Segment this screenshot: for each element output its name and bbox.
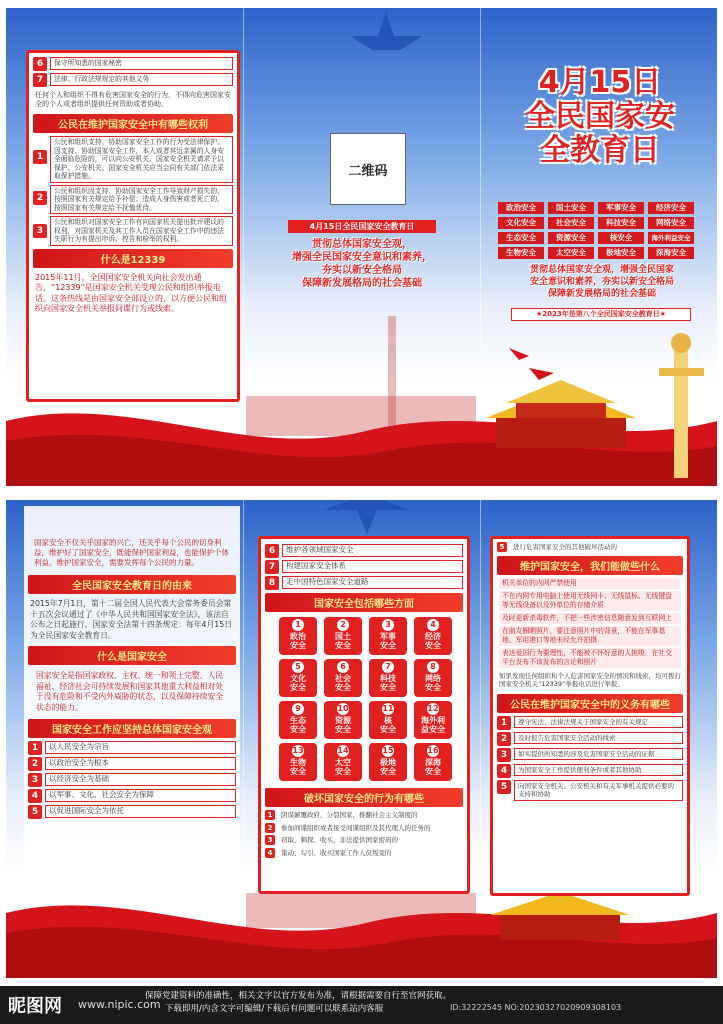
item-number: 6 [265, 544, 279, 558]
security-tag: 海外利益安全 [648, 232, 694, 244]
origin-header: 全民国家安全教育日的由来 [28, 575, 236, 594]
item-number: 7 [265, 560, 279, 574]
aspect-cell [369, 617, 407, 655]
middle-slogan [262, 238, 462, 290]
item-text: 构建国家安全体系 [282, 560, 463, 573]
aspect-line: 海外利 [421, 716, 445, 725]
aspect-number: 13 [292, 746, 304, 755]
title-line: 全民国家安 [525, 99, 675, 134]
aspect-line: 安全 [380, 683, 396, 692]
site-url: www.nipic.com [78, 998, 161, 1011]
aspect-line: 安全 [380, 767, 396, 776]
item-text: 参加间谍组织或者接受间谍组织及其代理人的任务的 [281, 823, 431, 832]
item-text: 以军事、文化、社会安全为保障 [45, 789, 236, 802]
item-text: 遵守宪法、法律法规关于国家安全的有关规定 [514, 716, 683, 729]
aspect-line: 网络 [425, 674, 441, 683]
aspect-number: 6 [337, 661, 349, 673]
item-text: 法律、行政法规规定的其他义务 [50, 73, 233, 86]
path-item [265, 560, 463, 574]
star-icon [346, 10, 426, 50]
item-number: 4 [265, 848, 275, 858]
aspect-number: 14 [337, 746, 349, 755]
aspect-number: 16 [427, 746, 439, 755]
item-number: 2 [33, 191, 47, 205]
security-tag: 网络安全 [648, 217, 694, 229]
aspect-number: 10 [337, 704, 349, 713]
aspect-line: 安全 [425, 683, 441, 692]
item-number: 3 [33, 224, 47, 238]
aspect-cell [324, 701, 362, 739]
duty-item [497, 732, 683, 746]
duties-card [490, 536, 690, 896]
principle-item [28, 757, 236, 771]
aspect-line: 安全 [335, 683, 351, 692]
item-text: 窃取、刺探、收买、非法提供国家密码的 [281, 836, 398, 844]
item-number: 3 [265, 835, 275, 845]
report-paragraph: 如果发现任何组织和个人危害国家安全的情况和线索，均可拨打国家安全机关“12339”举报电话进行举报。 [499, 671, 681, 688]
aspect-line: 太空 [335, 758, 351, 767]
aspect-cell [279, 743, 317, 781]
item-number: 4 [28, 789, 42, 803]
footer-notice-2: 下载即用/内含文字可编辑/下载后有问题可以联系站内客服 [165, 1004, 384, 1014]
do-item: 及时更新杀毒软件，不把一些涉密信息随意发到互联网上 [499, 613, 681, 624]
item-text: 以政治安全为根本 [45, 757, 236, 770]
aspect-number: 15 [382, 746, 394, 755]
duty-item [497, 716, 683, 730]
aspect-cell [369, 659, 407, 697]
duty-item [497, 780, 683, 801]
rights-item [33, 185, 233, 215]
aspect-line: 生态 [290, 716, 306, 725]
item-text: 保守所知悉的国家秘密 [50, 57, 233, 70]
image-id: ID:32222545 NO:20230327020909308103 [450, 1003, 622, 1012]
security-tag: 国土安全 [548, 202, 594, 214]
duty-item-7 [33, 73, 233, 87]
aspect-cell [279, 617, 317, 655]
star-icon [322, 500, 412, 536]
security-tag: 生物安全 [498, 247, 544, 259]
aspect-cell [324, 743, 362, 781]
do-item: 机关单位的内网严禁使用 [499, 578, 681, 589]
slogan-line: 贯彻总体国家安全观，增强全民国家 [529, 265, 674, 275]
tiananmen-gate [490, 890, 630, 940]
aspect-line: 安全 [290, 725, 306, 734]
principle-list [24, 741, 240, 819]
qr-code-placeholder: 二维码 [330, 133, 406, 205]
security-tag: 核安全 [598, 232, 644, 244]
item-number: 1 [497, 716, 511, 730]
do-header: 维护国家安全，我们能做些什么 [497, 556, 683, 575]
title-line: 4月15日 [538, 65, 662, 100]
principle-header: 国家安全工作应坚持总体国家安全观 [28, 719, 236, 738]
what-paragraph: 国家安全是指国家政权、主权、统一和领土完整、人民福祉、经济社会可持续发展和国家其他重大利益相对处于没有危险和不受内外威胁的状态，以及保障持续安全状态的能力。 [36, 671, 224, 712]
aspect-number: 1 [292, 619, 304, 631]
hotline-header: 什么是12339 [33, 249, 233, 268]
item-number: 1 [265, 810, 275, 820]
path-item [265, 544, 463, 558]
right-slogan [492, 264, 712, 300]
aspect-line: 深海 [425, 758, 441, 767]
aspect-line: 社会 [335, 674, 351, 683]
item-text: 以人民安全为宗旨 [45, 741, 236, 754]
aspect-cell [414, 701, 452, 739]
aspect-cell [414, 743, 452, 781]
harm-header: 破坏国家安全的行为有哪些 [265, 788, 463, 807]
aspect-line: 国土 [335, 632, 351, 641]
slogan-line: 保障新发展格局的社会基础 [547, 289, 656, 299]
security-tag: 文化安全 [498, 217, 544, 229]
principle-item [28, 741, 236, 755]
harm-item [265, 810, 463, 821]
security-tag: 经济安全 [648, 202, 694, 214]
aspects-card [258, 536, 470, 894]
aspect-line: 军事 [380, 632, 396, 641]
item-text: 维护各领域国家安全 [282, 544, 463, 557]
intro-paragraph: 任何个人和组织不得有危害国家安全的行为，不得向危害国家安全的个人或者组织提供任何资助或者协助。 [35, 91, 231, 108]
principle-item [28, 805, 236, 819]
aspect-line: 资源 [335, 716, 351, 725]
aspect-line: 极地 [380, 758, 396, 767]
aspect-cell [324, 617, 362, 655]
title-line: 全教育日 [540, 133, 660, 168]
item-number: 3 [497, 748, 511, 762]
inside-spread [6, 500, 717, 978]
duty-item [497, 764, 683, 778]
aspect-line: 经济 [425, 632, 441, 641]
aspect-number: 7 [382, 661, 394, 673]
aspect-number: 11 [382, 704, 394, 713]
aspect-cell [414, 659, 452, 697]
item-text: 如实提供所知悉的涉及危害国家安全活动的证据 [514, 748, 683, 761]
item-text: 公民和组织对国家安全工作有向国家机关提出批评建议的权利，对国家机关及其工作人员在国家安全工作中的违法失职行为有提出申诉、控告和检举的权利。 [50, 216, 233, 246]
day-banner: 4月15日全民国家安全教育日 [288, 220, 436, 233]
slogan-line: 贯彻总体国家安全观， [312, 239, 412, 250]
rights-item [33, 136, 233, 183]
harm-item [265, 823, 463, 834]
item-text: 以促进国际安全为依托 [45, 805, 236, 818]
aspect-cell [324, 659, 362, 697]
do-item: 在朋友圈晒照片，要注意照片中的背景，不能在军事基地、军用港口等地未经允许拍摄 [499, 626, 681, 646]
item-number: 2 [265, 823, 275, 833]
aspect-line: 安全 [290, 641, 306, 650]
path-item [265, 576, 463, 590]
aspect-number: 8 [427, 661, 439, 673]
item-text: 进行危害国家安全的其他破坏活动的 [513, 543, 617, 551]
rights-item [33, 216, 233, 246]
slogan-line: 夯实以新安全格局 [322, 265, 402, 276]
footer-notice: 保障党建资料的准确性，相关文字以官方发布为准，请根据需要自行至官网获取。 [145, 991, 452, 1001]
item-number: 6 [33, 57, 47, 71]
principle-item [28, 789, 236, 803]
do-list [493, 578, 687, 668]
aspects-header: 国家安全包括哪些方面 [265, 593, 463, 612]
security-tag: 资源安全 [548, 232, 594, 244]
harm-item [265, 848, 463, 859]
item-number: 4 [497, 764, 511, 778]
security-tag: 深海安全 [648, 247, 694, 259]
item-number: 3 [28, 773, 42, 787]
main-title [490, 66, 710, 168]
item-text: 策动、勾引、收买国家工作人员叛变的 [281, 848, 392, 857]
harm-item-5 [497, 542, 683, 553]
slogan-line: 安全意识和素养，夯实以新安全格局 [529, 277, 674, 287]
aspect-line: 安全 [380, 641, 396, 650]
site-logo: 昵图网 [8, 996, 62, 1017]
item-number: 5 [497, 542, 507, 552]
aspect-line: 安全 [290, 683, 306, 692]
aspect-cell [279, 659, 317, 697]
outside-spread [6, 8, 717, 486]
aspect-cell [369, 701, 407, 739]
aspect-number: 5 [292, 661, 304, 673]
aspect-number: 12 [427, 704, 439, 713]
slogan-line: 保障新发展格局的社会基础 [302, 278, 422, 289]
aspect-cell [369, 743, 407, 781]
harm-list [261, 810, 467, 858]
dove-icons [504, 338, 564, 388]
item-text: 公民和组织支持、协助国家安全工作的行为受法律保护。因支持、协助国家安全工作，本人或者其近亲属的人身安全面临危险的，可以向公安机关、国家安全机关请求予以保护。公安机关、国家安全机关应当会同有关部门依法采取保护措施。 [50, 136, 233, 183]
item-text: 以经济安全为基础 [45, 773, 236, 786]
aspect-line: 生物 [290, 758, 306, 767]
duty-item-6 [33, 57, 233, 71]
item-text: 为国家安全工作提供便利条件或者其他协助 [514, 764, 683, 777]
aspect-cell [279, 701, 317, 739]
do-item: 不在内网专用电脑上使用无线网卡、无线鼠标、无线键盘等无线设备以及外单位的存储介质 [499, 591, 681, 611]
aspect-number: 4 [427, 619, 439, 631]
aspect-line: 政治 [290, 632, 306, 641]
aspect-number: 9 [292, 703, 304, 715]
aspect-line: 科技 [380, 674, 396, 683]
tiananmen-gate [486, 378, 636, 448]
aspect-line: 核 [384, 716, 392, 725]
aspects-grid [261, 615, 467, 785]
aspect-line: 安全 [380, 725, 396, 734]
security-tag: 极地安全 [598, 247, 644, 259]
do-item: 表达爱国行为要理性，不能被不怀好意的人挑唆，在社交平台发布不该发布的言论和照片 [499, 648, 681, 668]
aspect-line: 益安全 [421, 725, 445, 734]
aspect-line: 文化 [290, 674, 306, 683]
item-number: 8 [265, 576, 279, 590]
duty-header: 公民在维护国家安全中的义务有哪些 [497, 694, 683, 713]
left-panel [24, 506, 240, 901]
watermark-footer [0, 986, 723, 1024]
security-tag: 太空安全 [548, 247, 594, 259]
aspect-number: 3 [382, 619, 394, 631]
aspect-number: 2 [337, 619, 349, 631]
aspect-line: 安全 [335, 725, 351, 734]
security-tag: 政治安全 [498, 202, 544, 214]
origin-paragraph: 2015年7月1日，第十二届全国人民代表大会常务委员会第十五次会议通过了《中华人民共和国国家安全法》，该法自公布之日起施行。国家安全法第十四条规定：每年4月15日为全民国家安全教育日。 [30, 599, 233, 640]
what-header: 什么是国家安全 [28, 646, 236, 665]
item-number: 5 [28, 805, 42, 819]
harm-item [265, 835, 463, 846]
aspect-line: 安全 [425, 767, 441, 776]
aspect-line: 安全 [335, 767, 351, 776]
slogan-line: 增强全民国家安全意识和素养， [292, 252, 432, 263]
rights-list [29, 136, 237, 246]
item-text: 走中国特色国家安全道路 [282, 576, 463, 589]
item-number: 2 [497, 732, 511, 746]
rights-header: 公民在维护国家安全中有哪些权利 [33, 114, 233, 133]
aspect-cell [414, 617, 452, 655]
rights-card [26, 50, 240, 402]
item-text: 向国家安全机关、公安机关和有关军事机关提供必要的支持和协助 [514, 780, 683, 801]
item-number: 7 [33, 73, 47, 87]
item-text: 及时报告危害国家安全活动的线索 [514, 732, 683, 745]
duty-list [493, 716, 687, 801]
subtitle-banner: ★2023年是第八个全民国家安全教育日★ [511, 308, 691, 321]
item-text: 公民和组织因支持、协助国家安全工作导致财产损失的，按照国家有关规定给予补偿；造成人身伤害或者死亡的，按照国家有关规定给予抚恤优待。 [50, 185, 233, 215]
intro-paragraph: 国家安全不仅关乎国家的兴亡，还关乎每个公民的切身利益，维护好了国家安全，既能保护国家利益，也能保护个体利益。维护国家安全，需要发挥每个公民的力量。 [34, 538, 229, 567]
item-number: 1 [28, 741, 42, 755]
huabiao-pillar [654, 328, 709, 478]
duty-item [497, 748, 683, 762]
hotline-paragraph: 2015年11月，全国国家安全机关向社会发出通告，“12339”是国家安全机关受理公民和组织举报电话。这条热线是由国家安全部设立的，以方便公民和组织向国家安全机关举报间谍行为或线索。 [35, 272, 227, 313]
principle-item [28, 773, 236, 787]
aspect-line: 安全 [290, 767, 306, 776]
item-number: 2 [28, 757, 42, 771]
item-number: 5 [497, 780, 511, 794]
security-tag: 生态安全 [498, 232, 544, 244]
aspect-line: 安全 [425, 641, 441, 650]
security-tag: 社会安全 [548, 217, 594, 229]
item-number: 1 [33, 150, 47, 164]
item-text: 阴谋颠覆政府，分裂国家，推翻社会主义制度的 [281, 811, 418, 819]
security-tag: 军事安全 [598, 202, 644, 214]
security-tag: 科技安全 [598, 217, 644, 229]
aspect-line: 安全 [335, 641, 351, 650]
